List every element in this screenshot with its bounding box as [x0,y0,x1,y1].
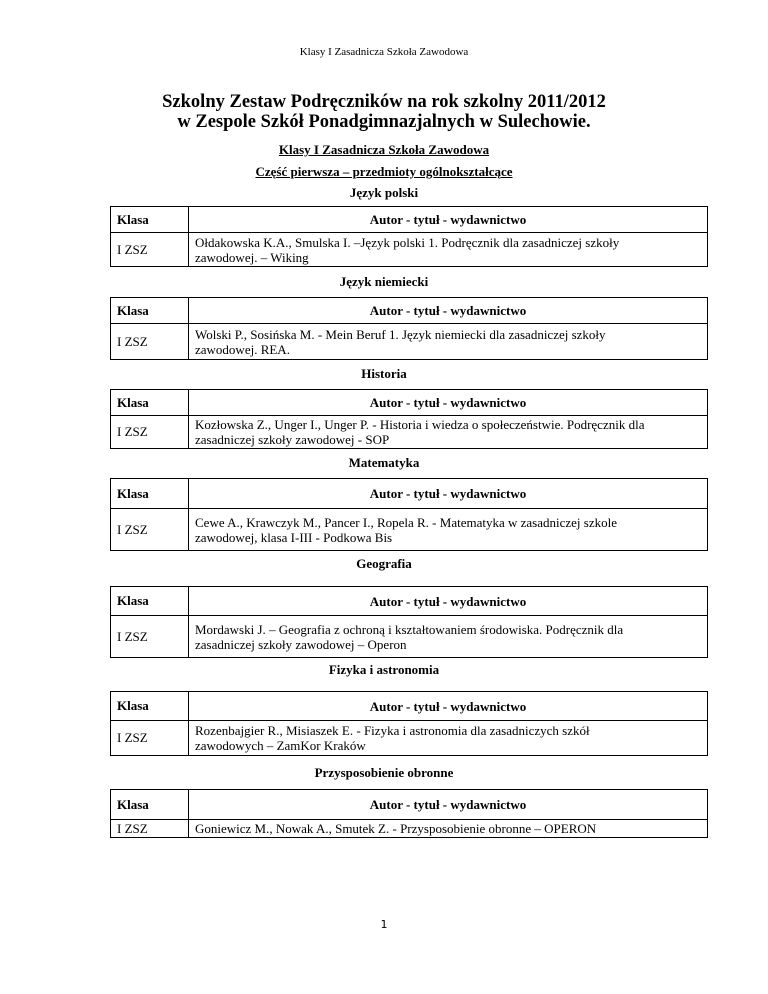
autor-line-2: zawodowych – ZamKor Kraków [195,738,366,753]
autor-line-1: Rozenbajgier R., Misiaszek E. - Fizyka i astronomia dla zasadniczych szkół [195,723,590,738]
cell-klasa: I ZSZ [111,616,189,658]
autor-line-2: zawodowej, klasa I-III - Podkowa Bis [195,529,393,545]
table-row [111,509,708,551]
cell-klasa: I ZSZ [111,324,189,360]
autor-line-1: Cewe A., Krawczyk M., Pancer I., Ropela R. - Matematyka w zasadniczej szkole [195,514,617,530]
table-row [111,416,708,449]
textbook-table-fizyka [110,691,708,756]
cell-autor [189,820,708,838]
section-title-text: Część pierwsza – przedmioty ogólnokształcące [255,164,513,179]
section-title [0,164,768,180]
table-header-row [111,479,708,509]
autor-line-1: Goniewicz M., Nowak A., Smutek Z. - Przysposobienie obronne – OPERON [195,821,597,836]
col-header-klasa: Klasa [111,587,189,616]
col-header-autor: Autor - tytuł - wydawnictwo [189,298,708,324]
col-header-autor: Autor - tytuł - wydawnictwo [189,207,708,233]
table-row [111,233,708,267]
autor-line-1: Kozłowska Z., Unger I., Unger P. - Historia i wiedza o społeczeństwie. Podręcznik dla [195,417,645,432]
cell-klasa: I ZSZ [111,233,189,267]
col-header-klasa: Klasa [111,207,189,233]
title-line-1: Szkolny Zestaw Podręczników na rok szkolny 2011/2012 [162,92,606,112]
cell-autor [189,233,708,267]
cell-autor [189,509,708,551]
table-header-row [111,390,708,416]
page-title [0,92,768,132]
col-header-klasa: Klasa [111,298,189,324]
table-row [111,324,708,360]
textbook-table-przysposobienie [110,789,708,838]
autor-line-2: zawodowej. – Wiking [195,249,309,265]
subject-heading-historia: Historia [361,366,407,381]
col-header-autor: Autor - tytuł - wydawnictwo [189,692,708,721]
autor-line-2: zasadniczej szkoły zawodowej – Operon [195,636,407,652]
autor-line-1: Wolski P., Sosińska M. - Mein Beruf 1. Język niemiecki dla zasadniczej szkoły [195,326,606,342]
table-header-row [111,692,708,721]
table-row [111,616,708,658]
cell-klasa: I ZSZ [111,416,189,449]
subtitle-text: Klasy I Zasadnicza Szkoła Zawodowa [278,142,490,157]
title-line-2: w Zespole Szkół Ponadgimnazjalnych w Sulechowie. [177,112,591,132]
subject-heading-matematyka: Matematyka [348,455,420,470]
cell-autor [189,416,708,449]
textbook-table-jezyk-polski [110,206,708,267]
cell-autor [189,616,708,658]
autor-line-1: Ołdakowska K.A., Smulska I. –Język polski 1. Podręcznik dla zasadniczej szkoły [195,234,620,250]
textbook-table-jezyk-niemiecki [110,297,708,360]
autor-line-2: zawodowej. REA. [195,341,290,357]
table-row [111,820,708,838]
table-header-row [111,790,708,820]
cell-klasa: I ZSZ [111,509,189,551]
page-number: 1 [380,918,388,931]
col-header-klasa: Klasa [111,479,189,509]
cell-klasa: I ZSZ [111,721,189,756]
autor-line-2: zasadniczej szkoły zawodowej - SOP [195,432,390,447]
textbook-table-historia [110,389,708,449]
table-header-row [111,207,708,233]
subject-heading-jezyk-niemiecki: Język niemiecki [339,274,429,289]
col-header-klasa: Klasa [111,390,189,416]
table-header-row [111,587,708,616]
subject-heading-jezyk-polski: Język polski [349,185,419,200]
col-header-klasa: Klasa [111,692,189,721]
col-header-autor: Autor - tytuł - wydawnictwo [189,390,708,416]
col-header-autor: Autor - tytuł - wydawnictwo [189,790,708,820]
table-header-row [111,298,708,324]
cell-klasa: I ZSZ [111,820,189,838]
cell-autor [189,324,708,360]
document-subtitle [0,142,768,158]
subject-heading-geografia: Geografia [356,556,412,571]
running-header: Klasy I Zasadnicza Szkoła Zawodowa [299,46,469,58]
col-header-autor: Autor - tytuł - wydawnictwo [189,479,708,509]
subject-heading-fizyka: Fizyka i astronomia [328,662,440,677]
subject-heading-przysposobienie: Przysposobienie obronne [314,765,454,780]
autor-line-1: Mordawski J. – Geografia z ochroną i kształtowaniem środowiska. Podręcznik dla [195,621,624,637]
cell-autor [189,721,708,756]
table-row [111,721,708,756]
textbook-table-matematyka [110,478,708,551]
textbook-table-geografia [110,586,708,658]
col-header-autor: Autor - tytuł - wydawnictwo [189,587,708,616]
col-header-klasa: Klasa [111,790,189,820]
